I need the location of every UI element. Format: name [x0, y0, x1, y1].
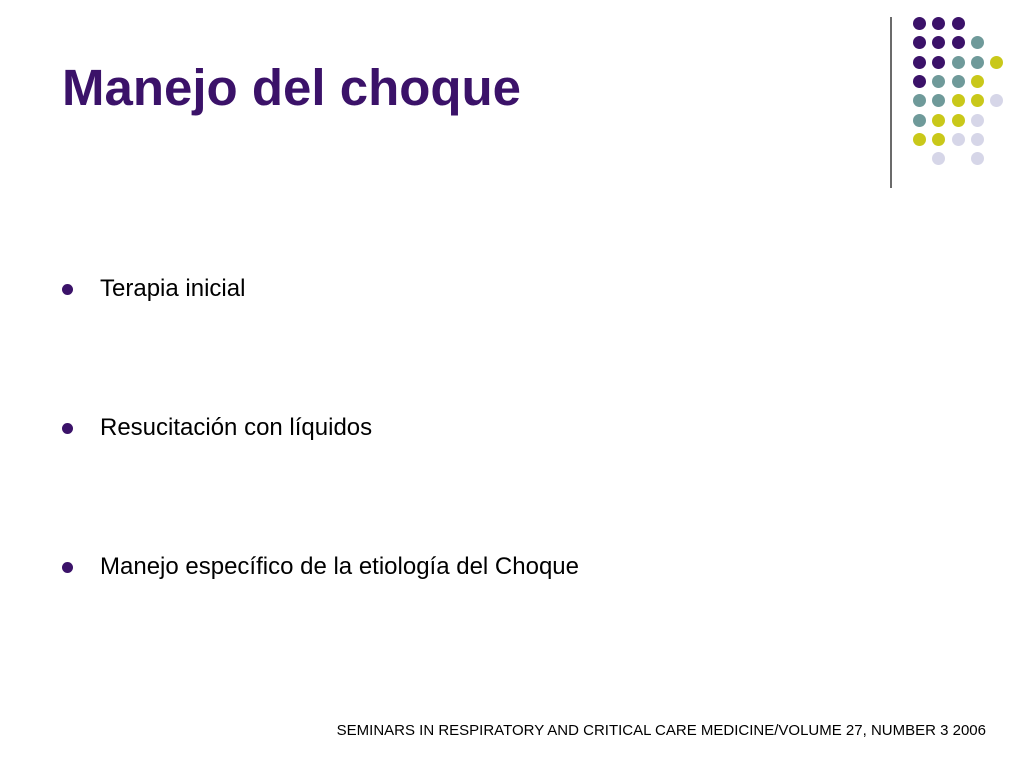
slide-title: Manejo del choque [62, 59, 522, 116]
grid-dot-purple [913, 75, 926, 88]
grid-dot-lavender [952, 133, 965, 146]
grid-dot-teal [952, 75, 965, 88]
grid-dot-yellow [971, 75, 984, 88]
grid-dot-teal [971, 36, 984, 49]
grid-dot-teal [952, 56, 965, 69]
grid-dot-yellow [952, 94, 965, 107]
bullet-marker-icon [62, 423, 73, 434]
grid-dot-lavender [932, 152, 945, 165]
grid-dot-lavender [971, 152, 984, 165]
grid-dot-yellow [952, 114, 965, 127]
bullet-text: Terapia inicial [100, 275, 246, 302]
grid-dot-lavender [971, 114, 984, 127]
grid-dot-purple [952, 17, 965, 30]
grid-dot-teal [932, 94, 945, 107]
bullet-item [62, 552, 579, 582]
grid-dot-purple [932, 36, 945, 49]
grid-dot-yellow [932, 133, 945, 146]
bullet-item [62, 274, 245, 304]
grid-dot-purple [932, 17, 945, 30]
grid-dot-teal [913, 94, 926, 107]
grid-dot-yellow [971, 94, 984, 107]
grid-dot-teal [971, 56, 984, 69]
grid-dot-yellow [932, 114, 945, 127]
grid-dot-purple [932, 56, 945, 69]
bullet-item [62, 413, 372, 443]
grid-dot-purple [913, 36, 926, 49]
grid-dot-teal [932, 75, 945, 88]
vertical-divider [890, 17, 892, 188]
bullet-marker-icon [62, 284, 73, 295]
grid-dot-teal [913, 114, 926, 127]
bullet-text: Manejo específico de la etiología del Choque [100, 553, 579, 580]
grid-dot-yellow [913, 133, 926, 146]
citation-footer: SEMINARS IN RESPIRATORY AND CRITICAL CARE MEDICINE/VOLUME 27, NUMBER 3 2006 [336, 722, 986, 739]
grid-dot-yellow [990, 56, 1003, 69]
grid-dot-purple [913, 56, 926, 69]
grid-dot-lavender [990, 94, 1003, 107]
bullet-text: Resucitación con líquidos [100, 414, 373, 441]
bullet-marker-icon [62, 562, 73, 573]
grid-dot-lavender [971, 133, 984, 146]
grid-dot-purple [913, 17, 926, 30]
grid-dot-purple [952, 36, 965, 49]
